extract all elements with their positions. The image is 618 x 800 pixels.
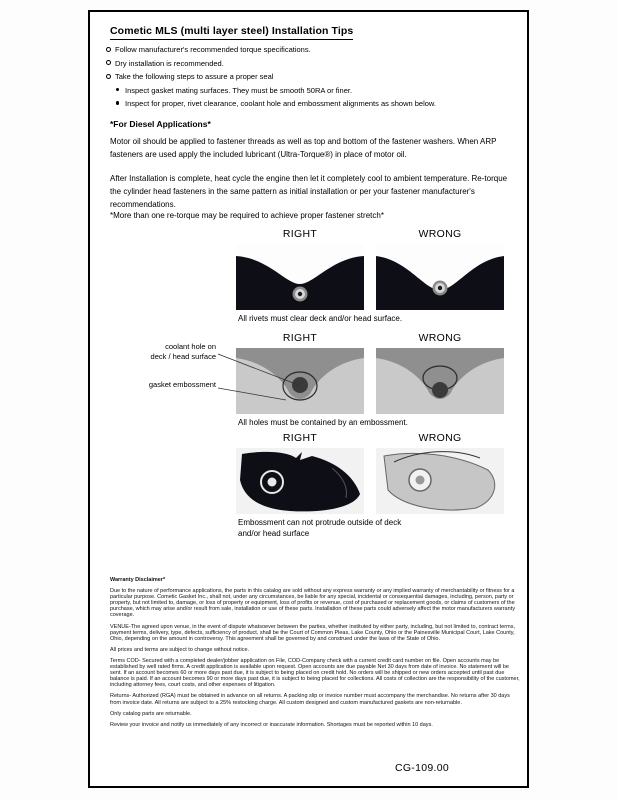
tip-item: Dry installation is recommended. bbox=[106, 59, 506, 68]
diagram-row3-headers bbox=[236, 432, 504, 444]
rivets-caption: All rivets must clear deck and/or head surface. bbox=[238, 314, 403, 323]
diagram-section bbox=[236, 228, 504, 544]
disclaimer-paragraph: VENUE-The agreed upon venue, in the event of dispute whatsoever between the parties, whether instituted by either party, including, but not limited to, contract terms, payment terms, delivery, type, defects, sufficiency of product, shall be the Court of Common Pleas, Lake County, Ohio or the Painesville Municipal Court, Lake County, Ohio, depending on the amount in controversy. This agreement shall be governed by and construed under the laws of the State of Ohio. bbox=[110, 623, 515, 642]
embossment-caption: Embossment can not protrude outside of deck and/or head surface bbox=[238, 518, 402, 538]
disclaimer-paragraph: Review your invoice and notify us immediately of any incorrect or inaccurate information. Shortages must be reported within 10 days. bbox=[110, 721, 433, 728]
document-code: CG-109.00 bbox=[394, 762, 449, 774]
diesel-paragraph-2: After Installation is complete, heat cycle the engine then let it completely cool to ambient temperature. Re-torque the cylinder head fasteners in the same pattern as initial installation or per your fastener manufacturer's recommendations. bbox=[110, 174, 508, 209]
installation-tips-list bbox=[106, 45, 506, 113]
wrong-label: WRONG bbox=[418, 432, 462, 444]
tip-sub-item: Inspect for proper, rivet clearance, coolant hole and embossment alignments as shown below. bbox=[116, 99, 506, 108]
disclaimer-paragraph: All prices and terms are subject to change without notice. bbox=[110, 646, 250, 653]
diagram-rivet-right-panel bbox=[236, 244, 364, 310]
tip-sub-item: Inspect gasket mating surfaces. They must be smooth 50RA or finer. bbox=[116, 86, 506, 95]
page-title: Cometic MLS (multi layer steel) Installation Tips bbox=[110, 25, 353, 40]
gasket-embossment-callout: gasket embossment bbox=[148, 380, 216, 389]
diagram-row3 bbox=[236, 448, 504, 514]
coolant-hole-callout-line2: deck / head surface bbox=[150, 352, 216, 361]
diagram-rivet-wrong-panel bbox=[376, 244, 504, 310]
disclaimer-paragraph: Only catalog parts are returnable. bbox=[110, 710, 192, 717]
diagram-row1 bbox=[236, 244, 504, 310]
wrong-label: WRONG bbox=[418, 332, 462, 344]
document-sheet bbox=[88, 10, 529, 788]
diagram-hole-wrong-panel bbox=[376, 348, 504, 414]
diagram-row2-headers bbox=[236, 332, 504, 344]
wrong-label: WRONG bbox=[418, 228, 462, 240]
tip-item: Take the following steps to assure a proper seal bbox=[106, 72, 506, 81]
right-label: RIGHT bbox=[282, 432, 318, 444]
disclaimer-paragraph: Returns- Authorized (RGA) must be obtained in advance on all returns. A packing slip or invoice number must accompany the merchandise. No returns after 30 days from invoice date. All returns are subject to a 25% restocking charge. All custom designed and custom manufactured gaskets are non-returnable. bbox=[110, 693, 510, 706]
diagram-row1-headers bbox=[236, 228, 504, 240]
tip-item: Follow manufacturer's recommended torque specifications. bbox=[106, 45, 506, 54]
right-label: RIGHT bbox=[282, 332, 318, 344]
right-label: RIGHT bbox=[282, 228, 318, 240]
warranty-disclaimer bbox=[110, 577, 522, 733]
disclaimer-paragraph: Terms COD- Secured with a completed dealer/jobber application on File, COD-Company check with a current credit card number on file. Open accounts may be established by well rated firms. A credit application is available upon request. Open accounts are due payable Net 30 days from date of invoice. No statement will be sent. If an account becomes 60 or more days past due, it is subject to being placed on credit hold. No orders will be shipped or new orders accepted until past due balance is paid. If an account becomes 90 or more days past due, it is subject to being placed for collections. All costs of collection are the responsibility of the customer, including attorney fees, court costs, and other expenses of litigation. bbox=[110, 657, 520, 689]
holes-caption: All holes must be contained by an embossment. bbox=[238, 418, 408, 427]
disclaimer-heading: Warranty Disclaimer* bbox=[110, 577, 166, 583]
retorque-note: *More than one re-torque may be required to achieve proper fastener stretch* bbox=[110, 211, 384, 220]
coolant-hole-callout-line1: coolant hole on bbox=[165, 342, 216, 351]
diesel-paragraph-1: Motor oil should be applied to fastener threads as well as top and bottom of the fastener washers. When ARP fasteners are used apply the included lubricant (Ultra-Torque®) in place of motor oil. bbox=[110, 137, 497, 159]
diagram-row2 bbox=[236, 348, 504, 414]
disclaimer-paragraph: Due to the nature of performance applications, the parts in this catalog are sold without any express warranty or any implied warranty of merchantability or fitness for a particular purpose. Cometic Gasket Inc., shall not, under any circumstances, be liable for any special, incidental or consequential damages, including, person, party or property, but not limited to, damage, or loss of property or equipment, loss of profits or revenue, cost of purchased or replacement goods, or claims of customers of the purchase, which may arise and/or result from sale, installation or use of these parts. Installation of these parts could adversely affect the motor manufacturers warranty coverage. bbox=[110, 588, 515, 619]
diagram-embossment-wrong-panel bbox=[376, 448, 504, 514]
coolant-hole-callout bbox=[128, 342, 216, 362]
diagram-embossment-right-panel bbox=[236, 448, 364, 514]
diesel-applications-heading: *For Diesel Applications* bbox=[110, 119, 211, 129]
diagram-hole-right-panel bbox=[236, 348, 364, 414]
